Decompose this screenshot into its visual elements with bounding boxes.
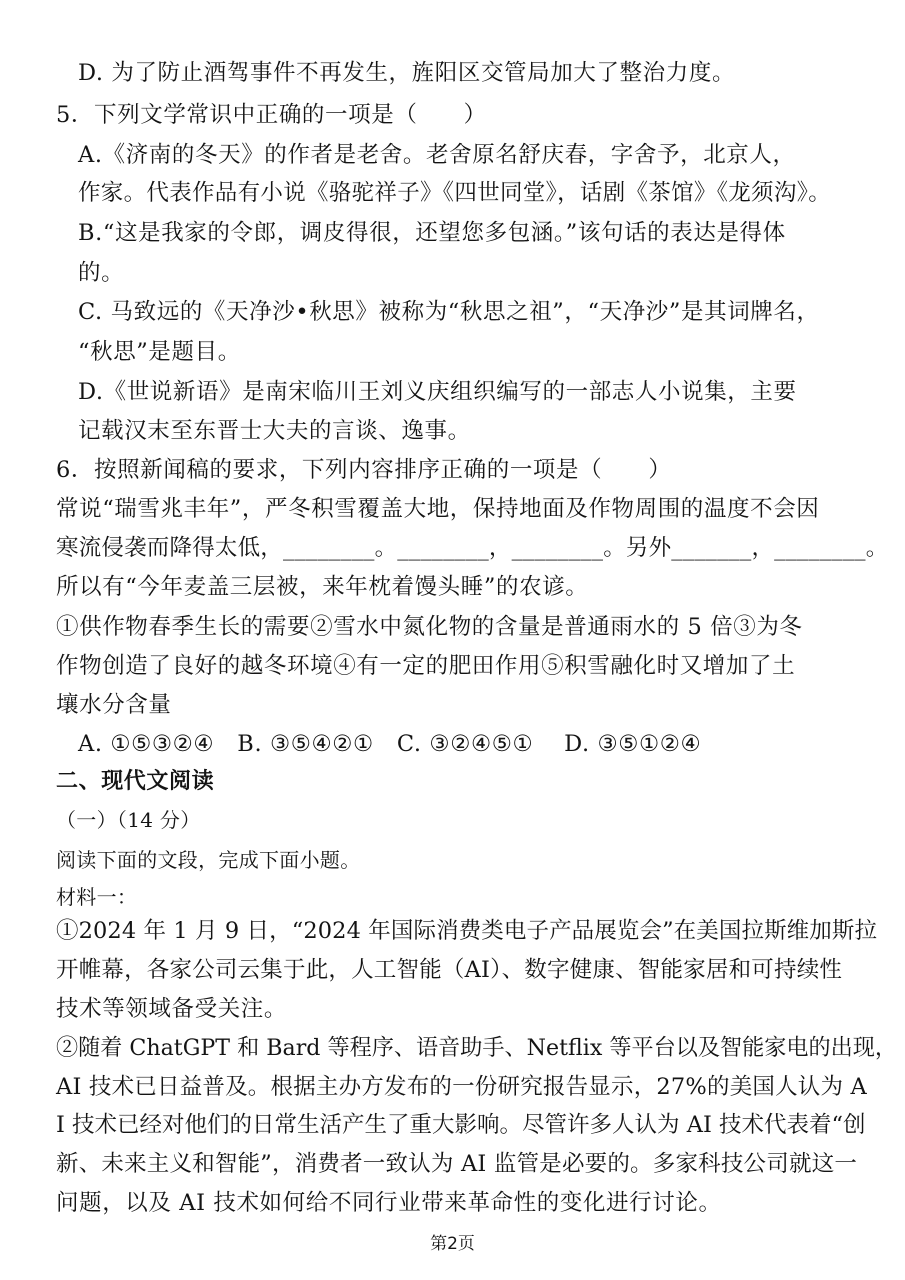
material-paragraph-2-line-3: I 技术已经对他们的日常生活产生了重大影响。尽管许多人认为 AI 技术代表着“创 [56,1112,866,1138]
reading-instruction: 阅读下面的文段，完成下面小题。 [56,848,361,872]
material-paragraph-2-line-4: 新、未来主义和智能”，消费者一致认为 AI 监管是必要的。多家科技公司就这一 [56,1151,858,1177]
question-5-option-c-cont: “秋思”是题目。 [78,339,241,365]
question-6-items-line-2: 作物创造了良好的越冬环境④有一定的肥田作用⑤积雪融化时又增加了土 [56,653,796,679]
question-6-options: A. ①⑤③②④ B. ③⑤④②① C. ③②④⑤① D. ③⑤①②④ [78,731,702,757]
material-paragraph-2-line-5: 问题，以及 AI 技术如何给不同行业带来革命性的变化进行讨论。 [56,1190,722,1216]
question-6-passage-line-2: 寒流侵袭而降得太低，________。________，________。另外_______，________。 [56,535,889,561]
question-5-option-b: B.“这是我家的令郎，调皮得很，还望您多包涵。”该句话的表达是得体 [78,220,786,246]
question-5-option-d-cont: 记载汉末至东晋士大夫的言谈、逸事。 [78,418,471,444]
material-paragraph-1-line-3: 技术等领域备受关注。 [56,996,288,1022]
question-5-option-b-cont: 的。 [78,260,125,286]
question-6-items-line-3: 壤水分含量 [56,692,172,718]
material-paragraph-1-line-2: 开帷幕，各家公司云集于此，人工智能（AI）、数字健康、智能家居和可持续性 [56,957,843,983]
material-paragraph-2-line-2: AI 技术已日益普及。根据主办方发布的一份研究报告显示，27%的美国人认为 A [56,1074,868,1100]
question-5-option-c: C. 马致远的《天净沙•秋思》被称为“秋思之祖”，“天净沙”是其词牌名， [78,299,820,325]
section-heading: 二、现代文阅读 [56,769,215,794]
question-6-items-line-1: ①供作物春季生长的需要②雪水中氮化物的含量是普通雨水的 5 倍③为冬 [56,614,803,640]
question-5-option-a: A.《济南的冬天》的作者是老舍。老舍原名舒庆春，字舍予，北京人， [78,142,796,168]
question-5-option-d: D.《世说新语》是南宋临川王刘义庆组织编写的一部志人小说集，主要 [78,379,797,405]
material-paragraph-2-line-1: ②随着 ChatGPT 和 Bard 等程序、语音助手、Netflix 等平台以及智能家电的出现， [56,1035,898,1061]
subsection-heading: （一）（14 分） [56,808,201,832]
material-paragraph-1-line-1: ①2024 年 1 月 9 日，“2024 年国际消费类电子产品展览会”在美国拉斯维加斯拉 [56,918,878,944]
material-label: 材料一： [56,885,138,909]
question-6-passage-line-3: 所以有“今年麦盖三层被，来年枕着馒头睡”的农谚。 [56,574,589,600]
question-5-stem: 5．下列文学常识中正确的一项是（ ） [56,102,487,128]
question-6-stem: 6．按照新闻稿的要求，下列内容排序正确的一项是（ ） [56,457,672,483]
page-number: 第2页 [430,1234,475,1254]
question-6-passage-line-1: 常说“瑞雪兆丰年”，严冬积雪覆盖大地，保持地面及作物周围的温度不会因 [56,496,820,522]
question-5-option-a-cont: 作家。代表作品有小说《骆驼祥子》《四世同堂》，话剧《茶馆》《龙须沟》。 [78,180,832,206]
question-4-option-d: D. 为了防止酒驾事件不再发生，旌阳区交管局加大了整治力度。 [78,60,736,86]
